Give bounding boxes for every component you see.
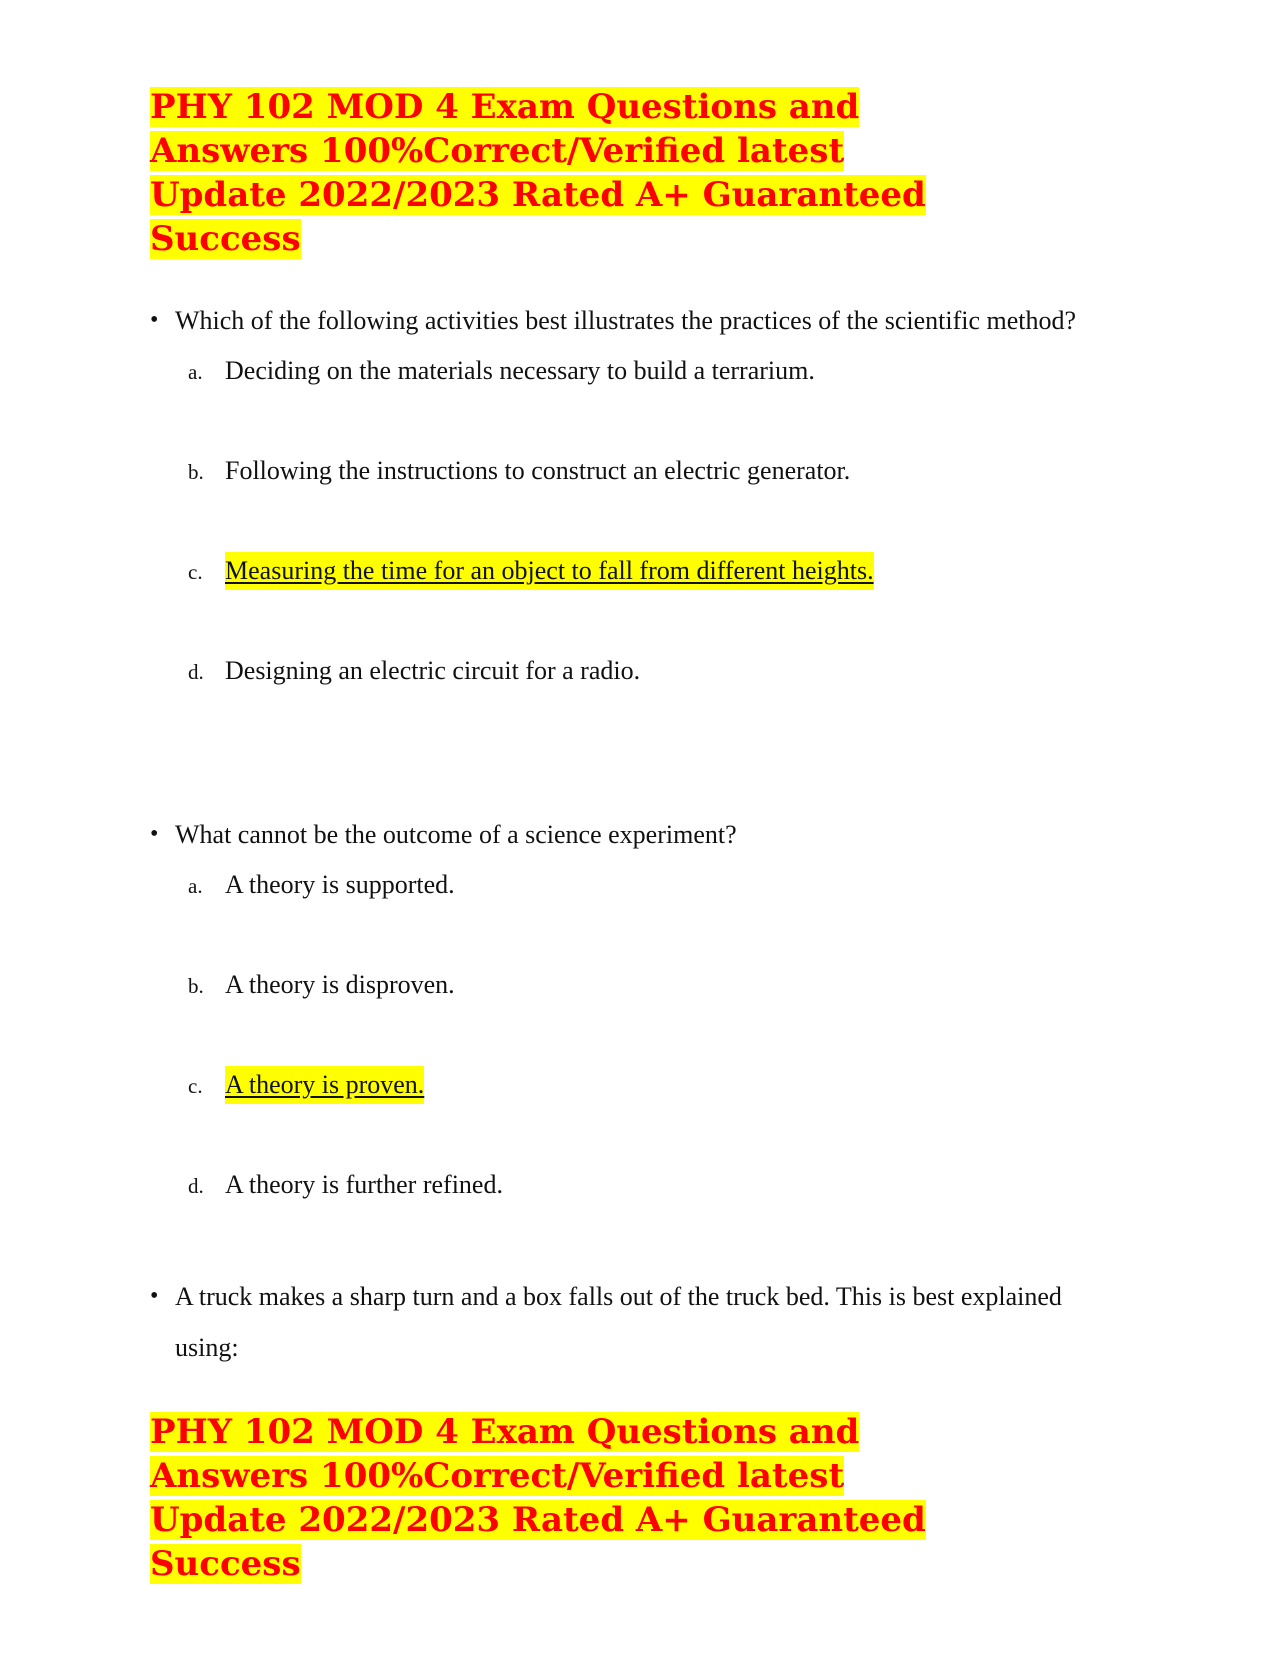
answer-option-c-correct — [150, 1060, 1090, 1160]
question-stem: Which of the following activities best illustrates the practices of the scientific method? — [175, 306, 1077, 335]
option-text: Deciding on the materials necessary to build a terrarium. — [225, 356, 815, 385]
bullet-icon: • — [150, 821, 159, 847]
option-letter: c. — [188, 1074, 203, 1098]
document-title — [150, 85, 926, 261]
title-line: Update 2022/2023 Rated A+ Guaranteed — [150, 1500, 926, 1540]
title-line: PHY 102 MOD 4 Exam Questions and — [150, 87, 860, 127]
option-text: A theory is disproven. — [225, 970, 455, 999]
question-3 — [150, 1271, 1090, 1373]
answer-option-b — [150, 960, 1090, 1060]
answer-option-d — [150, 1160, 1090, 1260]
title-line: Success — [150, 219, 301, 259]
option-letter: b. — [188, 974, 204, 998]
option-letter: d. — [188, 660, 204, 684]
question-2 — [150, 809, 1090, 1260]
question-1 — [150, 295, 1090, 746]
option-text: A theory is supported. — [225, 870, 455, 899]
option-text-highlighted: Measuring the time for an object to fall from different heights. — [225, 552, 874, 590]
option-letter: c. — [188, 560, 203, 584]
bullet-icon: • — [150, 307, 159, 333]
option-text: Designing an electric circuit for a radio. — [225, 656, 641, 685]
option-text: A theory is further refined. — [225, 1170, 503, 1199]
title-line: Answers 100%Correct/Verified latest — [150, 1456, 845, 1496]
question-stem: What cannot be the outcome of a science experiment? — [175, 820, 737, 849]
answer-options — [150, 860, 1090, 1260]
answer-option-a — [150, 346, 1090, 446]
title-line: Answers 100%Correct/Verified latest — [150, 131, 845, 171]
option-letter: a. — [188, 874, 203, 898]
title-line: PHY 102 MOD 4 Exam Questions and — [150, 1412, 860, 1452]
option-letter: b. — [188, 460, 204, 484]
title-line: Success — [150, 1544, 301, 1584]
question-stem: A truck makes a sharp turn and a box falls out of the truck bed. This is best explained using: — [175, 1282, 1062, 1362]
document-title-repeat — [150, 1410, 926, 1586]
answer-option-c-correct — [150, 546, 1090, 646]
answer-option-a — [150, 860, 1090, 960]
option-text-highlighted: A theory is proven. — [225, 1066, 424, 1104]
option-letter: d. — [188, 1174, 204, 1198]
answer-option-d — [150, 646, 1090, 746]
bullet-icon: • — [150, 1283, 159, 1309]
answer-option-b — [150, 446, 1090, 546]
option-text: Following the instructions to construct an electric generator. — [225, 456, 851, 485]
answer-options — [150, 346, 1090, 746]
title-line: Update 2022/2023 Rated A+ Guaranteed — [150, 175, 926, 215]
option-letter: a. — [188, 360, 203, 384]
